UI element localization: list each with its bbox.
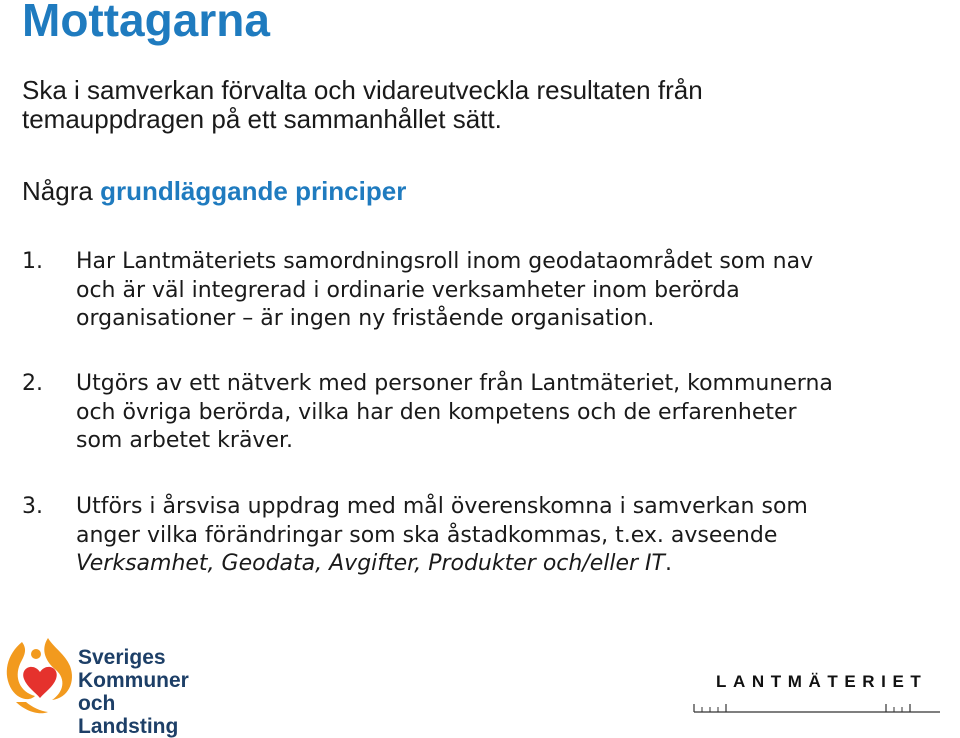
ruler-icon	[690, 698, 940, 714]
intro-line-2: temauppdragen på ett sammanhållet sätt.	[22, 104, 502, 134]
skl-flame-heart-icon	[2, 632, 76, 720]
principle-1-text	[76, 248, 960, 334]
principle-3-text	[76, 493, 960, 579]
principle-2-line-2: och övriga berörda, vilka har den kompetens och de erfarenheter	[76, 399, 797, 425]
principles-heading	[22, 176, 406, 206]
principle-3-line-2: anger vilka förändringar som ska åstadkommas, t.ex. avseende	[76, 522, 778, 548]
lantmateriet-logo	[690, 670, 940, 718]
principle-2-line-1: Utgörs av ett nätverk med personer från Lantmäteriet, kommunerna	[76, 371, 833, 396]
principle-3-line-3	[76, 550, 960, 579]
skl-wordmark	[78, 646, 217, 738]
principle-1-line-1: Har Lantmäteriets samordningsroll inom geodataområdet som nav	[76, 249, 814, 274]
principle-1-line-2: och är väl integrerad i ordinarie verksamheter inom berörda	[76, 277, 740, 303]
principle-3-line-1: Utförs i årsvisa uppdrag med mål överenskomna i samverkan som	[76, 494, 808, 519]
page-title: Mottagarna	[22, 0, 270, 46]
principle-3-italic-examples: Verksamhet, Geodata, Avgifter, Produkter och/eller IT	[76, 551, 665, 576]
principle-2-line-3: som arbetet kräver.	[76, 428, 293, 453]
skl-logo	[2, 632, 217, 738]
intro-line-1: Ska i samverkan förvalta och vidareutveckla resultaten från	[22, 75, 703, 105]
skl-line-2: Kommuner	[78, 669, 189, 692]
principle-2-number: 2.	[22, 371, 43, 396]
principle-3-period: .	[664, 551, 672, 576]
skl-line-1: Sveriges	[78, 646, 166, 669]
skl-line-3: och Landsting	[78, 692, 179, 738]
principle-1-number: 1.	[22, 249, 43, 274]
principle-2-text	[76, 370, 960, 456]
principle-1-line-3: organisationer – är ingen ny fristående organisation.	[76, 306, 655, 331]
lantmateriet-wordmark: LANTMÄTERIET	[716, 672, 928, 691]
principles-heading-accent: grundläggande principer	[100, 176, 407, 206]
principles-heading-prefix: Några	[22, 176, 93, 206]
principle-3-number: 3.	[22, 494, 43, 519]
intro-text	[22, 76, 922, 134]
